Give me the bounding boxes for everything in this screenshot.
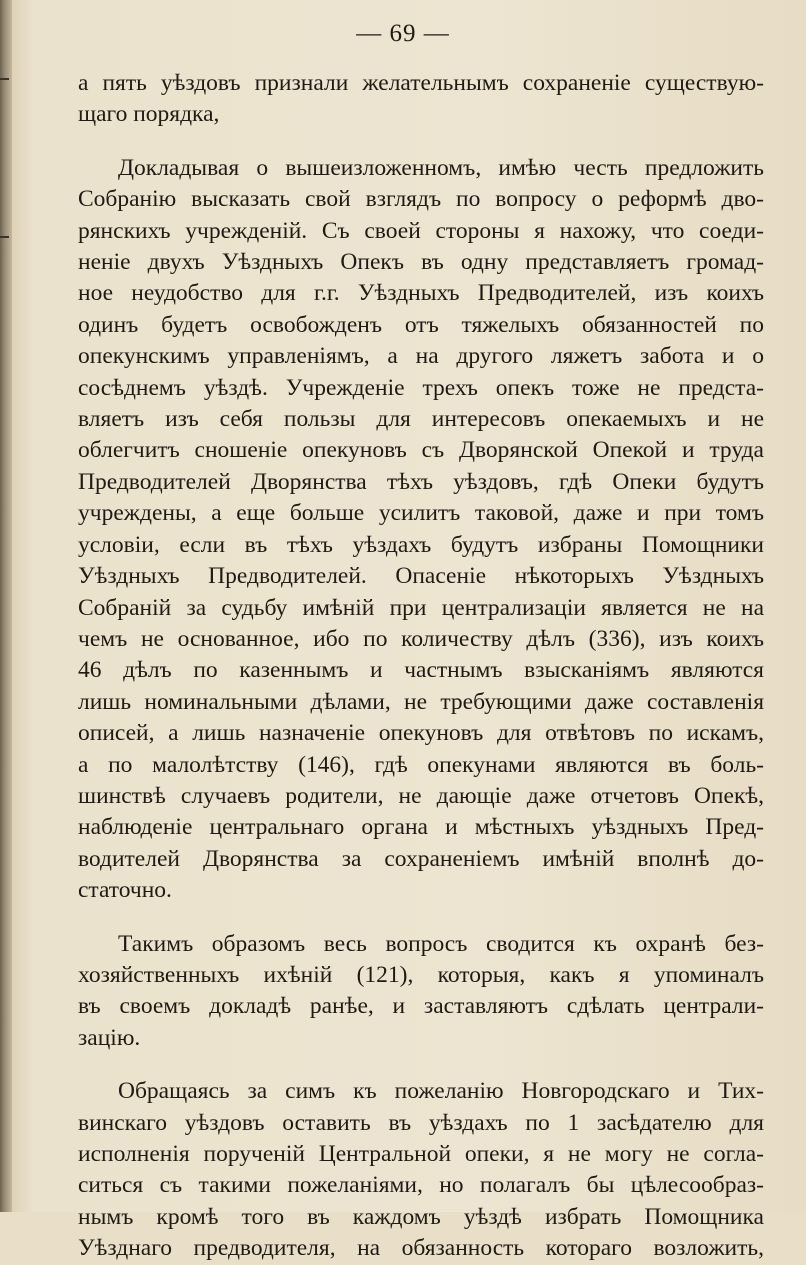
binding-mark	[0, 236, 9, 238]
text-line: наблюденіе центральнаго органа и мѣстныхъ уѣздныхъ Пред-	[78, 814, 764, 841]
text-line: водителей Дворянства за сохраненіемъ имѣній вполнѣ до-	[78, 845, 764, 872]
paragraph	[78, 929, 764, 1055]
text-line: ное неудобство для г.г. Уѣздныхъ Предводителей, изъ коихъ	[78, 280, 764, 307]
text-line: рянскихъ учрежденій. Съ своей стороны я нахожу, что соеди-	[78, 217, 764, 244]
text-line: опекунскимъ управленіямъ, а на другого ляжетъ забота и о	[78, 343, 764, 370]
binding-mark	[0, 78, 9, 80]
text-line: щаго порядка,	[78, 101, 220, 128]
text-line: а пять уѣздовъ признали желательнымъ сохраненіе существую-	[78, 70, 764, 96]
text-line: лишь номинальными дѣлами, не требующими даже составленія	[78, 688, 764, 715]
paragraph	[78, 1076, 764, 1264]
text-line: Докладывая о вышеизложенномъ, имѣю честь предложить	[118, 154, 764, 181]
text-line: неніе двухъ Уѣздныхъ Опекъ въ одну представляетъ громад-	[78, 249, 764, 276]
text-line: шинствѣ случаевъ родители, не дающіе даже отчетовъ Опекѣ,	[78, 782, 764, 809]
text-line: въ своемъ докладѣ ранѣе, и заставляютъ сдѣлать централи-	[78, 993, 764, 1020]
page-number: — 69 —	[356, 20, 450, 47]
text-line: нымъ кромѣ того въ каждомъ уѣздѣ избрать Помощника	[78, 1203, 764, 1230]
text-line: статочно.	[78, 877, 172, 904]
text-line: винскаго уѣздовъ оставить въ уѣздахъ по 1 засѣдателю для	[78, 1109, 764, 1136]
text-line: хозяйственныхъ ихѣній (121), которыя, какъ я упоминалъ	[78, 961, 764, 988]
text-line: описей, а лишь назначеніе опекуновъ для отвѣтовъ по искамъ,	[78, 720, 764, 747]
body-text	[78, 68, 764, 1265]
book-binding-edge	[0, 0, 12, 1212]
text-line: а по малолѣтству (146), гдѣ опекунами являются въ боль-	[78, 751, 764, 778]
text-line: Такимъ образомъ весь вопросъ сводится къ охранѣ без-	[118, 930, 764, 957]
text-line: сосѣднемъ уѣздѣ. Учрежденіе трехъ опекъ тоже не предста-	[78, 374, 764, 401]
text-line: Уѣздныхъ Предводителей. Опасеніе нѣкоторыхъ Уѣздныхъ	[78, 563, 764, 590]
text-line: исполненія порученій Центральной опеки, я не могу не согла-	[78, 1141, 764, 1167]
text-line: ситься съ такими пожеланіями, но полагалъ бы цѣлесообраз-	[78, 1172, 764, 1199]
paragraph	[78, 68, 764, 131]
text-line: Обращаясь за симъ къ пожеланію Новгородскаго и Тих-	[118, 1078, 764, 1105]
text-line: учреждены, а еще больше усилитъ таковой, даже и при томъ	[78, 500, 764, 527]
text-line: условіи, если въ тѣхъ уѣздахъ будутъ избраны Помощники	[78, 531, 764, 558]
text-line: чемъ не основанное, ибо по количеству дѣлъ (336), изъ коихъ	[78, 625, 764, 652]
text-line: зацію.	[78, 1024, 141, 1051]
text-line: 46 дѣлъ по казеннымъ и частнымъ взысканіямъ являются	[78, 657, 764, 684]
text-line: Собраній за судьбу имѣній при централизаціи является не на	[78, 594, 764, 621]
text-line: вляетъ изъ себя пользы для интересовъ опекаемыхъ и не	[78, 406, 764, 433]
text-line: облегчитъ сношеніе опекуновъ съ Дворянской Опекой и труда	[78, 437, 764, 464]
text-line: Собранію высказать свой взглядъ по вопросу о реформѣ дво-	[78, 186, 764, 213]
text-line: Уѣзднаго предводителя, на обязанность котораго возложить,	[78, 1235, 764, 1262]
paragraph	[78, 153, 764, 907]
text-line: одинъ будетъ освобожденъ отъ тяжелыхъ обязанностей по	[78, 311, 764, 338]
text-line: Предводителей Дворянства тѣхъ уѣздовъ, гдѣ Опеки будутъ	[78, 468, 764, 495]
